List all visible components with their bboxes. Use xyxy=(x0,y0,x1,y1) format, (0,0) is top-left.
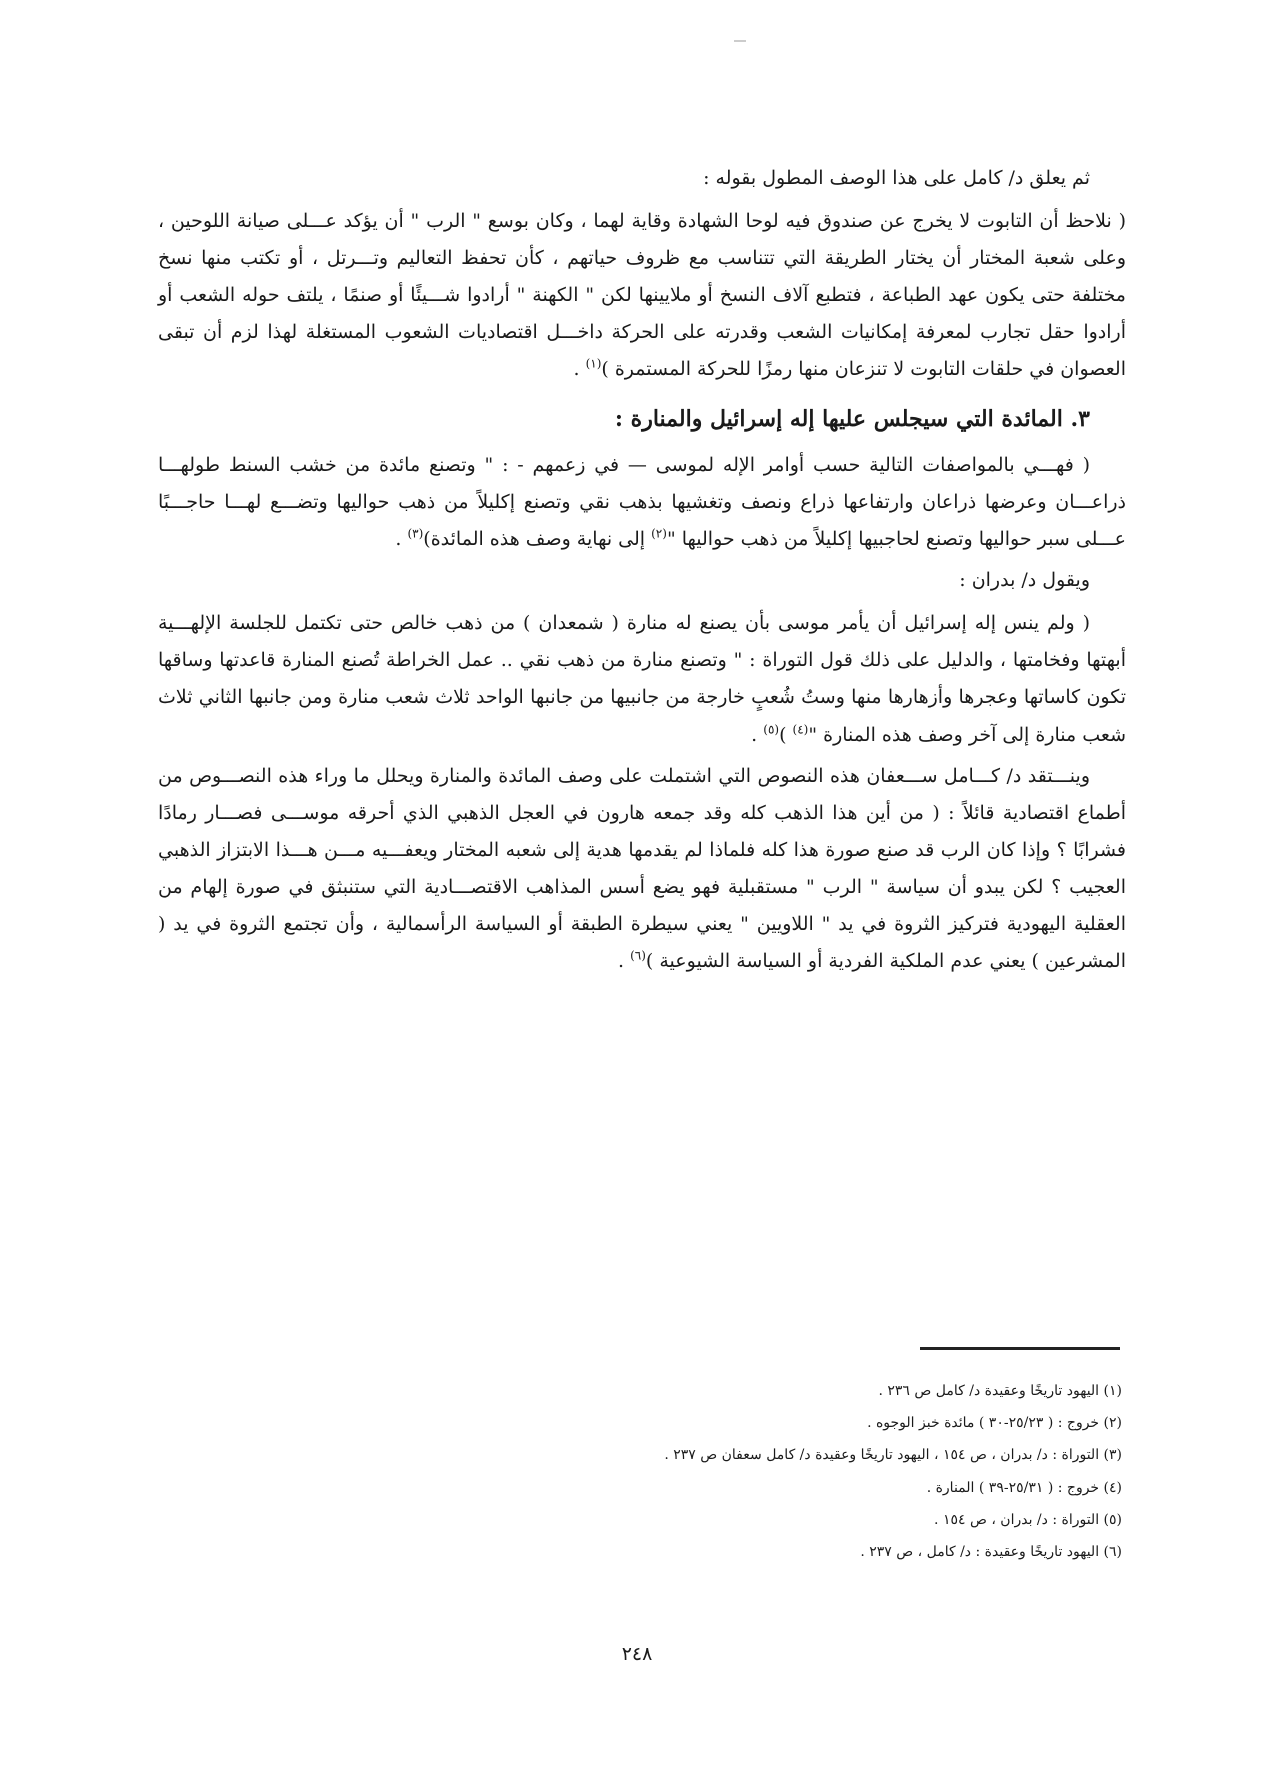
lampstand-paragraph-text: ( ولم ينس إله إسرائيل أن يأمر موسى بأن يصنع له منارة ( شمعدان ) من ذهب خالص حتى تكتمل للجلسة الإلهـــية أبهتها وفخامتها ، والدليل على ذلك قول التوراة : " وتصنع منارة من ذهب نقي .. عمل الخراطة تُصنع المنارة قاعدتها وساقها تكون كاساتها وعجرها وأزهارها منها وستُ شُعبٍ خارجة من جانبيها من جانبها الواحد ثلاث شعب منارة ومن جانبها الثاني ثلاث شعب منارة إلى آخر وصف هذه المنارة " xyxy=(158,612,1126,746)
table-paragraph-mid: إلى نهاية وصف هذه المائدة) xyxy=(423,528,652,551)
footnote-2: (٢) خروج : ( ٢٥/٢٣-٣٠ ) مائدة خبز الوجوه . xyxy=(867,1415,1122,1432)
footnote-ref-5[interactable]: (٥) xyxy=(763,722,780,737)
lampstand-paragraph xyxy=(158,605,1126,753)
intro-line: ثم يعلق د/ كامل على هذا الوصف المطول بقوله : xyxy=(703,167,1090,189)
page-number: ٢٤٨ xyxy=(621,1643,653,1665)
table-paragraph-end: . xyxy=(395,528,408,551)
footnote-divider xyxy=(920,1347,1120,1350)
footnote-4: (٤) خروج : ( ٢٥/٣١-٣٩ ) المنارة . xyxy=(926,1479,1122,1496)
footnotes-list xyxy=(158,1375,1122,1568)
footnote-3: (٣) التوراة : د/ بدران ، ص ١٥٤ ، اليهود تاريخًا وعقيدة د/ كامل سعفان ص ٢٣٧ . xyxy=(664,1447,1122,1464)
footnote-ref-4[interactable]: (٤) xyxy=(792,722,809,737)
footnote-ref-3[interactable]: (٣) xyxy=(407,526,424,541)
badran-intro: ويقول د/ بدران : xyxy=(959,569,1090,592)
table-paragraph xyxy=(158,447,1126,558)
footnote-5: (٥) التوراة : د/ بدران ، ص ١٥٤ . xyxy=(934,1511,1122,1528)
footnote-ref-2[interactable]: (٢) xyxy=(651,526,667,541)
main-text xyxy=(158,160,1126,984)
footnote-6: (٦) اليهود تاريخًا وعقيدة : د/ كامل ، ص ٢٣٧ . xyxy=(860,1543,1122,1560)
quote-1-end: . xyxy=(573,358,586,381)
footnote-ref-1[interactable]: (١) xyxy=(585,356,602,371)
section-heading: ٣. المائدة التي سيجلس عليها إله إسرائيل والمنارة : xyxy=(614,406,1090,433)
critique-paragraph-text: وينـــتقد د/ كـــامل ســـعفان هذه النصوص التي اشتملت على وصف المائدة والمنارة ويحلل ما وراء هذه النصـــوص من أطماع اقتصادية قائلاً : ( من أين هذا الذهب كله وقد جمعه هارون في العجل الذهبي الذي أحرقه موســـى فصـــار رمادًا فشرابًا ؟ وإذا كان الرب قد صنع صورة هذا كله فلماذا لم يقدمها هدية إلى شعبه المختار ويعفـــيه مـــن هـــذا الابتزاز الذهبي العجيب ؟ لكن يبدو أن سياسة " الرب " مستقبلية فهو يضع أسس المذاهب الاقتصـــادية التي ستنبثق في صورة إلهام من العقلية اليهودية فتركيز الثروة في يد " اللاويين " يعني سيطرة الطبقة أو السياسة الرأسمالية ، وأن تجتمع الثروة في يد ( المشرعين ) يعني عدم الملكية الفردية أو السياسة الشيوعية ) xyxy=(158,764,1126,972)
quote-1-text: ( نلاحظ أن التابوت لا يخرج عن صندوق فيه لوحا الشهادة وقاية لهما ، وكان بوسع " الرب " أن يؤكد عـــلى صيانة اللوحين ، وعلى شعبة المختار أن يختار الطريقة التي تتناسب مع ظروف حياتهم ، كأن تحفظ التعاليم وتـــرتل ، أو تكتب منها نسخ مختلفة حتى يكون عهد الطباعة ، فتطبع آلاف النسخ أو ملايينها لكن " الكهنة " أرادوا شـــيئًا أو صنمًا ، يلتف حوله الشعب أو أرادوا حقل تجارب لمعرفة إمكانيات الشعب وقدرته على الحركة داخـــل اقتصاديات الشعوب المستغلة لهذا لزم أن تبقى العصوان في حلقات التابوت لا تنزعان منها رمزًا للحركة المستمرة ) xyxy=(158,210,1126,381)
lampstand-paragraph-end: . xyxy=(751,723,764,746)
lampstand-paragraph-mid: ) xyxy=(779,723,793,746)
critique-paragraph-end: . xyxy=(618,949,631,972)
scan-speck xyxy=(734,40,746,42)
table-paragraph-text: ( فهـــي بالمواصفات التالية حسب أوامر الإله لموسى — في زعمهم - : " وتصنع مائدة من خشب السنط طولهـــا ذراعـــان وعرضها ذراعان وارتفاعها ذراع ونصف وتغشيها بذهب نقي وتصنع إكليلاً من ذهب حواليها وتضـــع لهـــا حاجـــبًا عـــلى سبر حواليها وتصنع لحاجبيها إكليلاً من ذهب حواليها " xyxy=(158,454,1126,551)
critique-paragraph xyxy=(158,758,1126,980)
footnote-ref-6[interactable]: (٦) xyxy=(630,948,646,963)
quote-paragraph-1 xyxy=(158,203,1126,388)
footnote-1: (١) اليهود تاريخًا وعقيدة د/ كامل ص ٢٣٦ . xyxy=(878,1383,1122,1399)
